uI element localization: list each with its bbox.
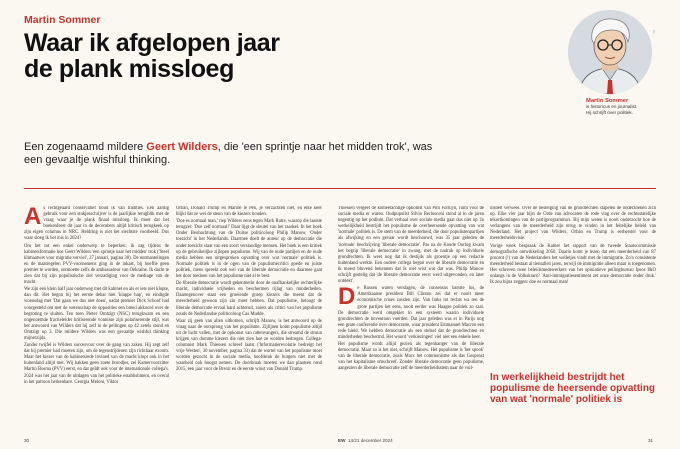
headline-line-1: Waar ik afgelopen jaar bbox=[24, 29, 280, 57]
brand-logo: EW bbox=[338, 438, 346, 443]
intro-text-end: , die 'een sprintje naar het midden trok', was een gevaaltje wishful thinking. bbox=[24, 141, 433, 166]
body-paragraph: Waar zij geen van allen uitkomen, schrijft Manow, is het antwoord op de vraag naar de oorsprong van het populisme. Zijlijnen komt populisme altijd uit de lucht vallen, met de opkomst van rattenvangers, die streamd de struun krijgen van domme kiezers die niet zien hoe ze worden bedrogen. Collega-columnist Mark Thiessen schreef laatst ('Informatierevolutie bedreigt het vrije Westen', 30 november, pagina 33) dat de wortel van het populisme moet worden gezocht in de sociale media, hoofdstuk de burgers niet met de waarheid ook hoogst nemen. De doorbraak moeten we dan plaatsen rond 2015, een jaar voor de Brexit en de eerste winst van Donald Trump. bbox=[176, 318, 322, 373]
body-paragraph: Vorige week bespraak de Kamer het rapport van de tweede Staatscommissie demografische ontwikkeling 2050. Daarin komt je lezen dat een meerderheid van 87 procent (!) van de Nederlanders het welletjes vindt met de immigratie. Zo'n consistente meerderheid bestaat al tientallen jaren, terwijl de immigratie alleen maar is toegenomen. Het schreven twee beleidsmedewerkers van het opiniatieve peilingbureau Ipsos I&O onlangs in de Volkskrant? 'Anti-immigratiesentiment zet onze democratie onder druk.' Ik zou bijna zeggen: doe es normaal man! bbox=[490, 243, 656, 286]
article-headline bbox=[24, 30, 444, 82]
body-paragraph: De liberale democratie wordt gekenmerkt door de onafhankelijke rechterlijke macht, individuele vrijheden en beschermen rijlag van minderheden. Daartegenover staat een groeiende groep kiezers die meent dat de meerderheid gewoon zijn zin moet hebben. Dat populisme, betoogt de liberale democratie ervaal hard achteruit, zoiets als critici van het populisme zouds de Nederlandse politicoloog Cas Mudde. bbox=[176, 281, 322, 317]
author-bio bbox=[586, 98, 676, 116]
drop-cap: D bbox=[338, 283, 356, 311]
section-divider bbox=[24, 188, 656, 189]
body-paragraph: Het populisme wordt altijd gezien als tegenhanger van de liberale democratie. Maar zo is het niet, schrijft Manow. Het populisme is 'het spook' van de liberale democratie, zoals Marx het communisme als das Gespenst van het kapitalisme omschreef. Zonder liberale democratie geen populisme, aangezien de liberale democratie zelf de meerderheidsstem naar de vuil- bbox=[338, 342, 484, 372]
author-portrait bbox=[568, 10, 652, 94]
author-byline: Martin Sommer bbox=[24, 14, 101, 26]
body-paragraph-text: e Russen waren verslagen, de consensus barstte los, de Amerikaanse president Bill Clinton zei dat er nooit meer economische crises zouden zijn. Van links tot rechts wa ren de grote partijen het eens, nooit eerder was Haagse politiek zo saai. De democratie werd omgekiet in een systeem waarin individuele grondrechten de boventoon voerden. Dat jaar geleden was er in Parijs nog een grote conferentie over democratie, waar president Emmanuel Macron een rede hield. We hebben democratie als een stelsel dat de grondrechten en minderheden beschermd. Het woord 'verkiezingen' viel niet een enkele keer. bbox=[338, 286, 484, 340]
headline-line-2: de plank missloeg bbox=[24, 55, 234, 83]
body-paragraph: 'Doe es normaal man,' riep Wilders eens tegen Mark Rutte, waarop die laatste terugzei: 'Doe zelf normaal!' Daar lijgt de sleutel van het raadsel. In het boek Onder Beobachtung van de Duitse politicoloog Philip Manow, 'Onder toezicht' in het Nederlands. Daarmee doelt de auteur op de democratie die onder toezicht staat van een soort verstandige mensen. Het boek is een kritiek op de gebruikelijke zijlopen populisme. Wij van de oude partijen en de oude media hebben een uitgesproken opvatting over wat 'normale' politiek is. Normale politiek is in de ogen van de populismecritici goede en juiste politiek, mens spreekt ook wel van de liberale democratie en daarmee gaat het door toedoen van het populisme niet al te best. bbox=[176, 219, 322, 280]
author-bio-line-2: Hij schrijft over politiek. bbox=[586, 110, 633, 115]
pull-quote: In werkelijkheid bestrijdt het populisme de heersende opvatting van wat 'normale' politiek is bbox=[490, 372, 656, 406]
author-bio-name: Martin Sommer bbox=[586, 98, 629, 104]
body-column-1 bbox=[24, 206, 169, 434]
body-paragraph bbox=[338, 283, 484, 341]
page-number-right: 31 bbox=[648, 438, 654, 443]
issue-date: 14/21 december 2024 bbox=[347, 438, 393, 443]
portrait-drawing bbox=[568, 10, 652, 94]
body-paragraph: Om het tot een enkel onderwerp te beperken: ik zag tijdens de kabinetsformatie hoe Geert Wilders 'een sprintje naar het midden' trok ('Steel klimaatwet voor migratie verviel', 27 januari, pagina 30). De ontmantelingen en de maatregelen PVV-voornemens ging in de inkast, bij hoeflie geen premier te worden, ontmoette zelfs de ambassadeur van Oekraïne. Ik dacht te zien dat bij zijn populistische ziel verzadiging voor de mediage van de macht. bbox=[24, 243, 169, 286]
article-intro bbox=[24, 141, 444, 167]
illustrator-credit: iFL bbox=[652, 30, 656, 35]
drop-cap: A bbox=[24, 206, 42, 230]
body-paragraph: nisbelt verwees. Over de besteiging van de grondrechten stapelen de onderzoeken zich op. Elke vier jaar bijst de Orde van advocaten de rode vlag over de rechtsstatelijke tekortkomingen van de partijprogramma's. Bij mijn weten is nooit onderzocht hoe de verlangens van de meerderheid zijn terug te vinden in het feitelijke beleid van Nederland. Het project van Wilders, Orbán en Trump is eerherstel voor de meerderheidsvisie. bbox=[490, 206, 656, 242]
author-portrait-illustration bbox=[568, 10, 652, 94]
body-paragraph: Thiessen vergeet de komeetachtige opkomst van Pim Fortuyn, ruim voor de sociale media er waren. Oudpupulist Silvio Berlusconi stond al in de jaren negentig op het podium. Dat verhaal over sociale media gaat dus niet op. In werkelijkheid bestrijdt het populisme de overheersende opvatting van wat 'normale' politiek is. De stem van de meerderheid, die door populistenpartijen als afwijking en een gevaar wordt beschouwd, was 35 jaar geleden de 'normale' beschrijving 'liberale democratie'. Pas na de Koude Oorlog kwam het begrip 'liberale democratie' in zwang, met de nadruk op individuele grondrechten. Ik weet nog dat ik destijds als groentje op een redactie buitenland werkte. Een oudere collega begon over de liberale democratie en ik moest bluvend bekennen dat ik niet wist wat dat was. Philip Manow schrijft gestelig dat 'de liberale democratie eerst werd uitgevonden, en later ontdekt'. bbox=[338, 206, 484, 285]
intro-text-start: Een zogenaamd mildere bbox=[24, 141, 147, 153]
body-paragraph: s rechtgeaard conservatief houd ik van tradities. Een aardig gebruik voor een stukjesschrijver is de jaarlijkse terugblik met de vraag waar je de plank finaal missloeg. Ik moet dat het boekenfeest dit jaar in de decembers altijd kritisch terugkeek op zijn eigen columns in NRC. Heldring is niet het slechtste voorbeeld. Dus waar sloeg ik het mis in 2024? bbox=[24, 206, 169, 242]
page-number-left: 30 bbox=[24, 438, 30, 443]
author-bio-line-1: is historicus en journalist. bbox=[586, 104, 638, 109]
body-paragraph: Zonder twijfel is Wilders succesvoor over de gang van zaken. Hij zegt zelf dat hij premier had moeten zijn, om de tegenstrijdenen zijn richthaar exoom. Maar het kiezer van de kabinetsrede invloed van de macht klopt ook in het buitenland altijd met. Wij bakken geen zoete broodjes, zei Kamervoorzitter Martin Bosma (PVV) eerst, en dat geldt ook voor de internationale collega's. 2024 was het jaar van de uitdagen van het politieke establishment, en overal in het patroon herkenbare. Georgia Meloni, Viktor bbox=[24, 343, 169, 385]
intro-highlight: Geert Wilders bbox=[146, 141, 218, 153]
body-column-4 bbox=[490, 206, 656, 361]
body-paragraph: Orbán, Donald Trump en Marine le Pen, je verzachten niet, en elke keer blijkt dat ze wel de steun van de kiezers houden. bbox=[176, 206, 322, 218]
body-column-2 bbox=[176, 206, 322, 434]
body-paragraph: We zijn een klein half jaar onderweg met dit kabinet en als er iets niet klopte, dan dit. Het begon bij het eerste debat met 'klappe hap', en eindigde woensdag met 'Dat gaan we dus niet doen', nadat premier Dick Schoof had voorgesteld om met de wetenschap de opposities een breed akkoord over de begroting te sluiten. Ten toen Pieter Omtzigt (NSC) terugkwam en een ongenoemde fractieleider kritiserende vonnisse zijn polariserende stijl, was het antwoord van Wilders dat hij zelf in de peilingen op 42 zetels stond en Omtzigt op 3. Die mildere Wilders was een gevaaltje wishful thinking mijnerzijds. bbox=[24, 287, 169, 341]
footer-issue bbox=[338, 438, 393, 443]
body-column-3 bbox=[338, 206, 484, 434]
